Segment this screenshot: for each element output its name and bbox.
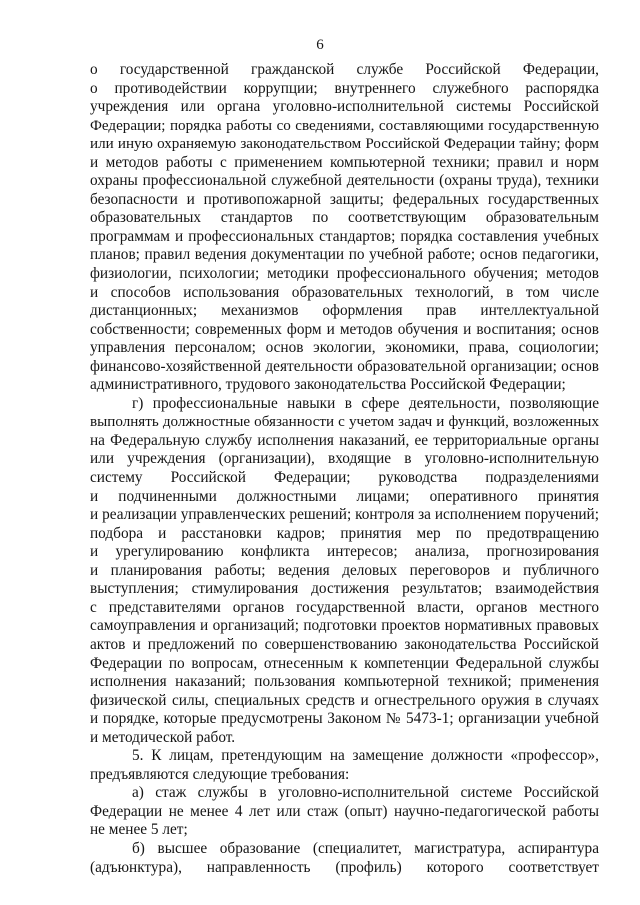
text-line: и подчиненными должностными лицами; оперативного принятия	[90, 487, 599, 505]
text-line: (адъюнктура), направленность (профиль) которого соответствует	[90, 858, 599, 876]
text-line: планов; правил ведения документации по учебной работе; основ педагогики,	[90, 246, 599, 264]
text-line: или иную охраняемую законодательством Российской Федерации тайну; форм	[90, 136, 599, 153]
text-line: б) высшее образование (специалитет, магистратура, аспирантура	[132, 839, 599, 857]
text-line: и методической работ.	[90, 728, 236, 746]
text-line: дистанционных; механизмов оформления прав интеллектуальной	[90, 302, 599, 320]
text-line: и урегулированию конфликта интересов; анализа, прогнозирования	[90, 543, 599, 561]
text-line: учреждения или органа уголовно-исполнительной системы Российской	[90, 98, 599, 116]
page-number: 6	[316, 37, 324, 53]
text-line: систему Российской Федерации; руководства подразделениями	[90, 469, 599, 487]
text-line: охраны профессиональной служебной деятельности (охраны труда), техники	[90, 172, 599, 190]
text-line: г) профессиональные навыки в сфере деятельности, позволяющие	[132, 394, 599, 412]
text-line: Федерации; порядка работы со сведениями, составляющими государственную	[90, 117, 599, 134]
text-line: на Федеральную службу исполнения наказаний, ее территориальные органы	[90, 431, 599, 449]
text-line: с представителями органов государственной власти, органов местного	[90, 598, 599, 616]
text-line: о противодействии коррупции; внутреннего служебного распорядка	[90, 79, 599, 97]
text-line: актов и предложений по совершенствованию законодательства Российской	[90, 635, 599, 653]
text-line: образовательных стандартов по соответствующим образовательным	[90, 209, 599, 227]
text-line: 5. К лицам, претендующим на замещение должности «профессор»,	[132, 747, 599, 765]
text-line: предъявляются следующие требования:	[90, 765, 350, 783]
text-line: подбора и расстановки кадров; принятия мер по предотвращению	[90, 524, 599, 542]
text-line: исполнения наказаний; пользования компьютерной техникой; применения	[90, 673, 599, 691]
text-line: выступления; стимулирования достижения результатов; взаимодействия	[90, 580, 599, 598]
text-line: физической силы, специальных средств и огнестрельного оружия в случаях	[90, 691, 599, 709]
text-line: а) стаж службы в уголовно-исполнительной системе Российской	[132, 784, 599, 802]
text-line: физиологии, психологии; методики профессионального обучения; методов	[90, 265, 599, 283]
text-line: программам и профессиональных стандартов; порядка составления учебных	[90, 227, 599, 245]
text-line: о государственной гражданской службе Российской Федерации,	[90, 61, 599, 78]
text-line: и планирования работы; ведения деловых переговоров и публичного	[90, 561, 599, 579]
text-line: выполнять должностные обязанности с учетом задач и функций, возложенных	[90, 414, 599, 431]
text-line: Федерации по вопросам, отнесенным к компетенции Федеральной службы	[90, 654, 599, 672]
text-line: самоуправления и организаций; подготовки проектов нормативных правовых	[90, 617, 599, 635]
text-line: управления персоналом; основ экологии, экономики, права, социологии;	[90, 339, 599, 357]
text-line: финансово-хозяйственной деятельности образовательной организации; основ	[90, 357, 599, 375]
text-line: и реализации управленческих решений; контроля за исполнением поручений;	[90, 506, 599, 524]
document-body	[90, 61, 599, 877]
text-line: Федерации не менее 4 лет или стаж (опыт) научно-педагогической работы	[90, 802, 599, 820]
text-line: административного, трудового законодательства Российской Федерации;	[90, 376, 566, 394]
text-line: собственности; современных форм и методов обучения и воспитания; основ	[90, 320, 599, 338]
text-line: и методов работы с применением компьютерной техники; правил и норм	[90, 153, 599, 171]
text-line: или учреждения (организации), входящие в уголовно-исполнительную	[90, 450, 599, 468]
text-line: и способов использования образовательных технологий, в том числе	[90, 283, 599, 301]
text-line: не менее 5 лет;	[90, 821, 188, 839]
text-line: и порядке, которые предусмотрены Законом № 5473-1; организации учебной	[90, 710, 599, 728]
text-line: безопасности и противопожарной защиты; федеральных государственных	[90, 190, 599, 208]
